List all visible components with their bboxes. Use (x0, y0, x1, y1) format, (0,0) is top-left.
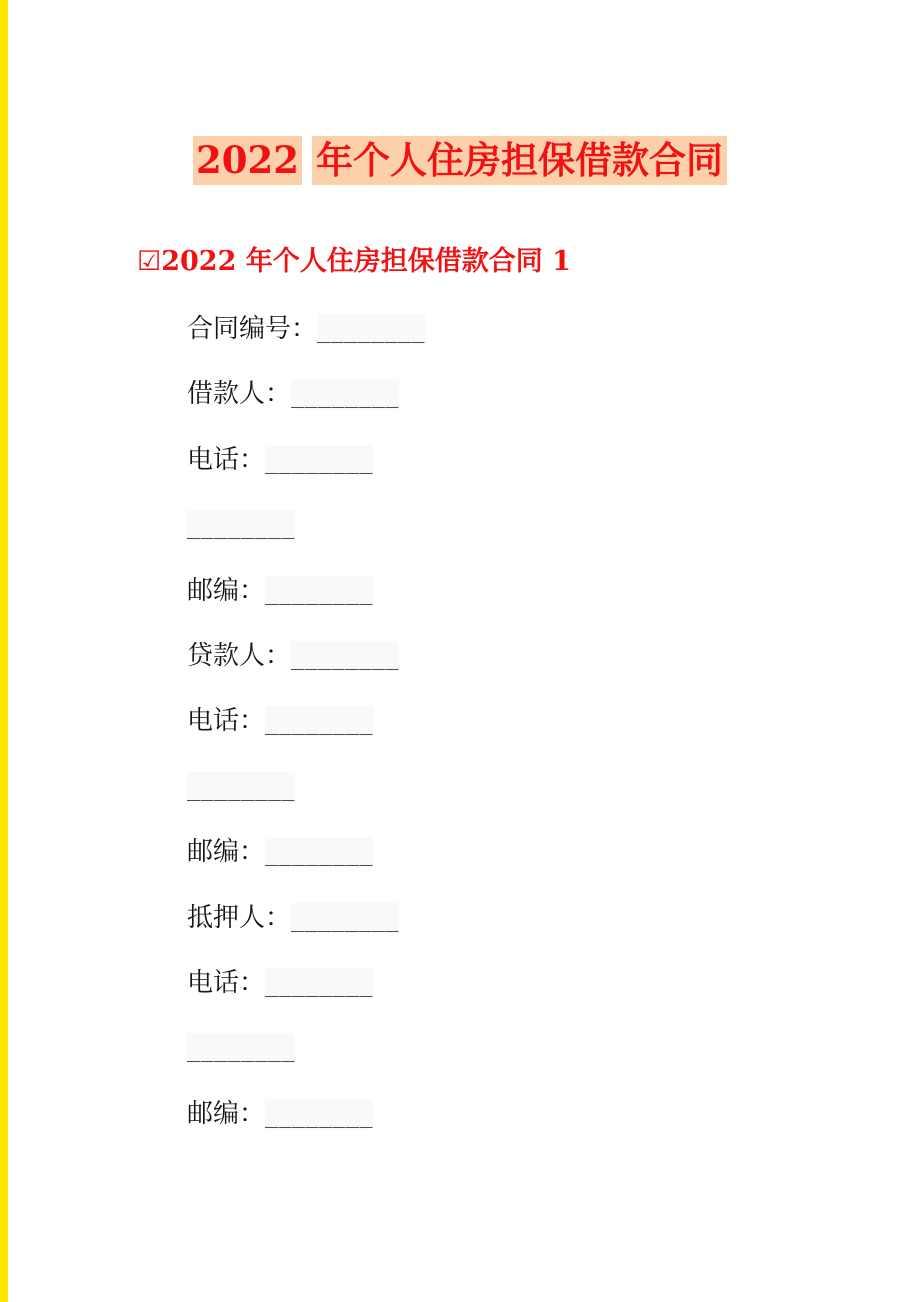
form-line (187, 886, 787, 951)
form-line (187, 1016, 787, 1081)
field-label: 电话： (187, 444, 266, 475)
field-label: 合同编号： (187, 314, 318, 344)
form-line (187, 428, 787, 493)
form-line (187, 559, 787, 624)
title-year-highlight: 2022 (193, 136, 302, 185)
blank-underline[interactable]: ________ (291, 640, 400, 671)
field-label: 电话： (187, 706, 266, 737)
field-label: 借款人： (187, 379, 292, 410)
form-line (187, 755, 787, 820)
blank-underline[interactable]: ________ (291, 379, 400, 410)
field-label: 邮编： (187, 575, 266, 606)
blank-underline[interactable]: ________ (291, 902, 400, 933)
form-line (187, 362, 787, 427)
document-title (0, 136, 920, 185)
blank-underline[interactable]: ________ (187, 510, 295, 541)
blank-underline[interactable]: ________ (187, 1033, 295, 1064)
blank-underline[interactable]: ________ (187, 771, 295, 802)
form-line (187, 297, 787, 362)
blank-underline[interactable]: ________ (265, 706, 374, 737)
checked-checkbox-icon: ☑ (137, 246, 162, 277)
blank-underline[interactable]: ________ (265, 967, 374, 998)
field-label: 电话： (187, 967, 266, 998)
form-line (187, 1082, 787, 1147)
blank-underline[interactable]: ________ (265, 444, 374, 475)
form-line (187, 624, 787, 689)
field-label: 邮编： (187, 837, 266, 868)
section-heading (137, 246, 571, 278)
form-line (187, 493, 787, 558)
title-text-highlight: 年个人住房担保借款合同 (312, 136, 727, 185)
blank-underline[interactable]: ________ (265, 575, 374, 606)
form-line (187, 689, 787, 754)
section-heading-text: 2022 年个人住房担保借款合同 1 (161, 246, 571, 277)
field-label: 邮编： (187, 1098, 266, 1129)
field-label: 抵押人： (187, 902, 292, 933)
field-label: 贷款人： (187, 640, 292, 671)
form-line (187, 951, 787, 1016)
contract-form (187, 297, 787, 1147)
blank-underline[interactable]: ________ (317, 314, 426, 344)
blank-underline[interactable]: ________ (265, 837, 374, 868)
form-line (187, 820, 787, 885)
blank-underline[interactable]: ________ (265, 1098, 374, 1129)
left-edge-stripe (0, 0, 8, 1302)
